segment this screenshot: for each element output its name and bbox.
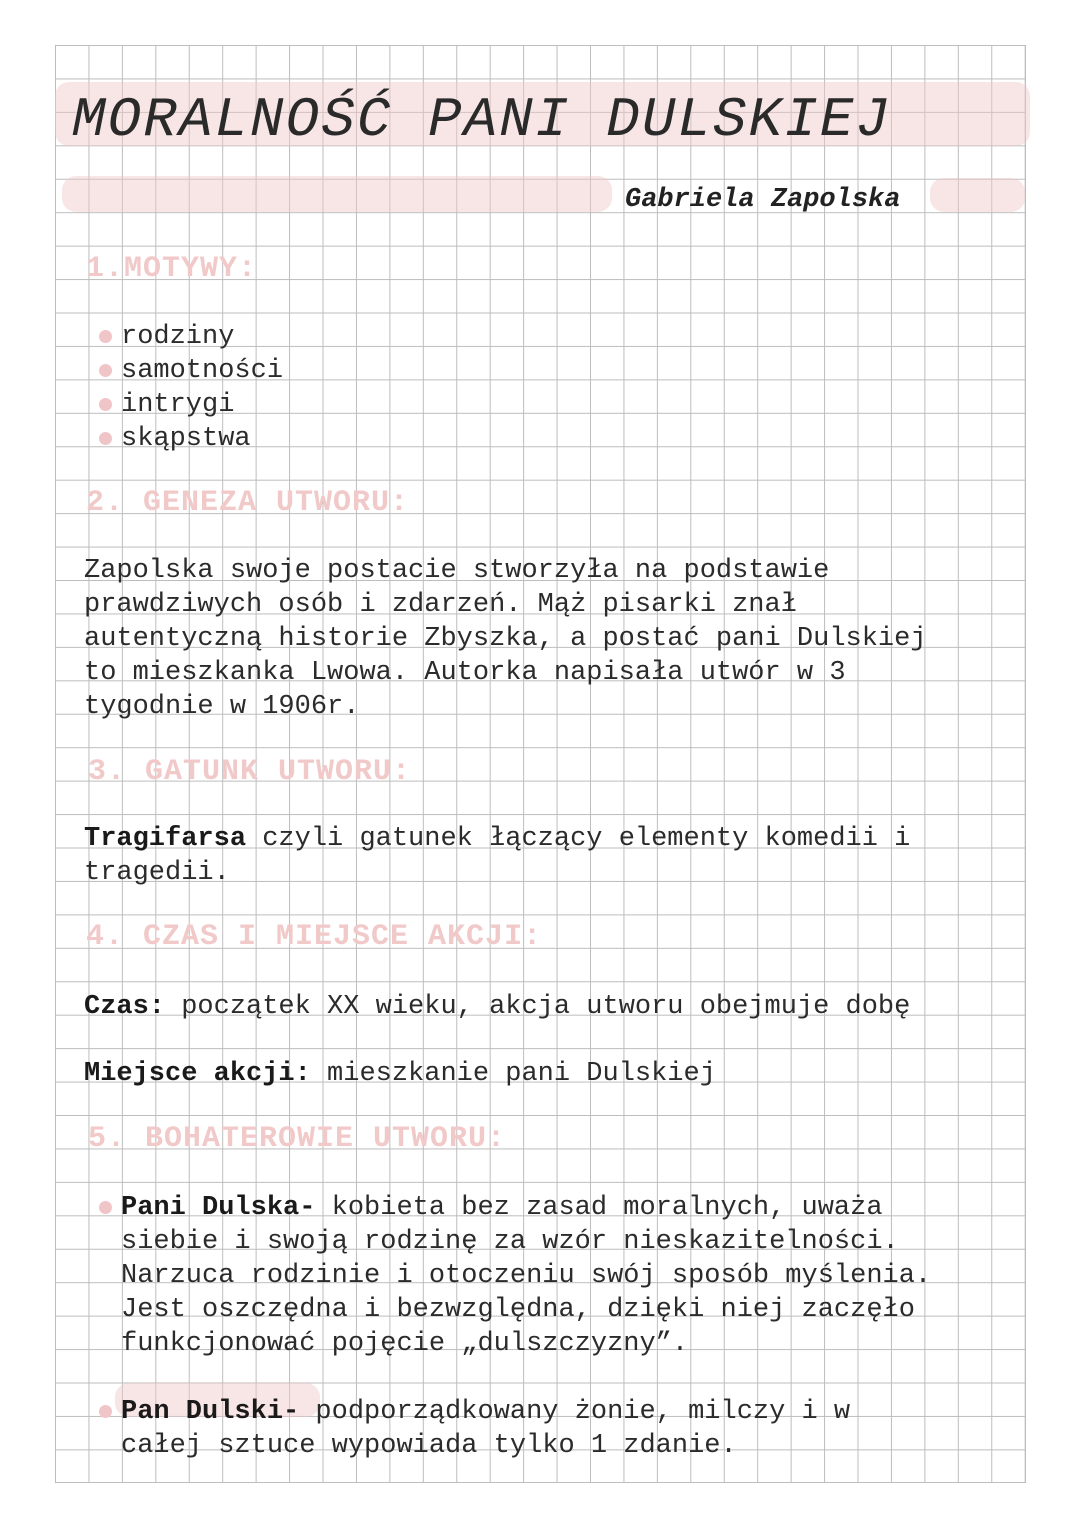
text-line: podporządkowany żonie, milczy i w	[299, 1397, 851, 1427]
list-item	[121, 1191, 931, 1361]
gatunek-text	[84, 822, 1024, 890]
czas-text: początek XX wieku, akcja utworu obejmuje dobę	[165, 992, 911, 1022]
geneza-text	[84, 554, 1024, 724]
gatunek-term: Tragifarsa	[84, 824, 247, 854]
list-item: rodziny	[121, 320, 283, 354]
list-item: skąpstwa	[121, 422, 283, 456]
character-name-dulska: Pani Dulska-	[121, 1193, 316, 1223]
text-line: prawdziwych osób i zdarzeń. Mąż pisarki znał	[84, 590, 797, 620]
gatunek-definition: czyli gatunek łączący elementy komedii i	[246, 824, 911, 854]
text-line: siebie i swoją rodzinę za wzór nieskazitelności.	[121, 1227, 899, 1257]
text-line: kobieta bez zasad moralnych, uważa	[315, 1193, 883, 1223]
character-name-dulski: Pan Dulski-	[121, 1397, 300, 1427]
title-highlight-lower	[62, 176, 612, 212]
heading-czas: 4. CZAS I MIEJSCE AKCJI:	[86, 920, 543, 954]
text-line: Jest oszczędna i bezwzględna, dzięki niej zaczęło	[121, 1295, 915, 1325]
heading-geneza: 2. GENEZA UTWORU:	[86, 486, 410, 520]
text-line: Zapolska swoje postacie stworzyła na podstawie	[84, 556, 830, 586]
text-line: funkcjonować pojęcie „dulszczyzny”.	[121, 1329, 689, 1359]
miejsce-line	[84, 1057, 716, 1091]
motywy-list	[121, 320, 283, 456]
text-line: całej sztuce wypowiada tylko 1 zdanie.	[121, 1431, 737, 1461]
text-line: tygodnie w 1906r.	[84, 692, 360, 722]
miejsce-text: mieszkanie pani Dulskiej	[310, 1059, 716, 1089]
text-line: autentyczną historie Zbyszka, a postać pani Dulskiej	[84, 624, 927, 654]
list-item: intrygi	[121, 388, 283, 422]
text-line: tragedii.	[84, 858, 230, 888]
author-name: Gabriela Zapolska	[625, 185, 901, 215]
miejsce-label: Miejsce akcji:	[84, 1059, 311, 1089]
bohaterowie-list	[121, 1191, 931, 1463]
author-highlight	[930, 178, 1025, 212]
heading-gatunek: 3. GATUNK UTWORU:	[88, 755, 412, 789]
list-item	[121, 1395, 931, 1463]
list-item: samotności	[121, 356, 284, 386]
heading-motywy: 1.MOTYWY:	[86, 252, 258, 286]
czas-label: Czas:	[84, 992, 166, 1022]
page-title: MORALNOŚĆ PANI DULSKIEJ	[72, 88, 891, 152]
czas-line	[84, 990, 910, 1024]
text-line	[84, 822, 1024, 856]
heading-bohaterowie: 5. BOHATEROWIE UTWORU:	[88, 1122, 507, 1156]
text-line: to mieszkanka Lwowa. Autorka napisała utwór w 3	[84, 658, 846, 688]
text-line: Narzuca rodzinie i otoczeniu swój sposób myślenia.	[121, 1261, 932, 1291]
